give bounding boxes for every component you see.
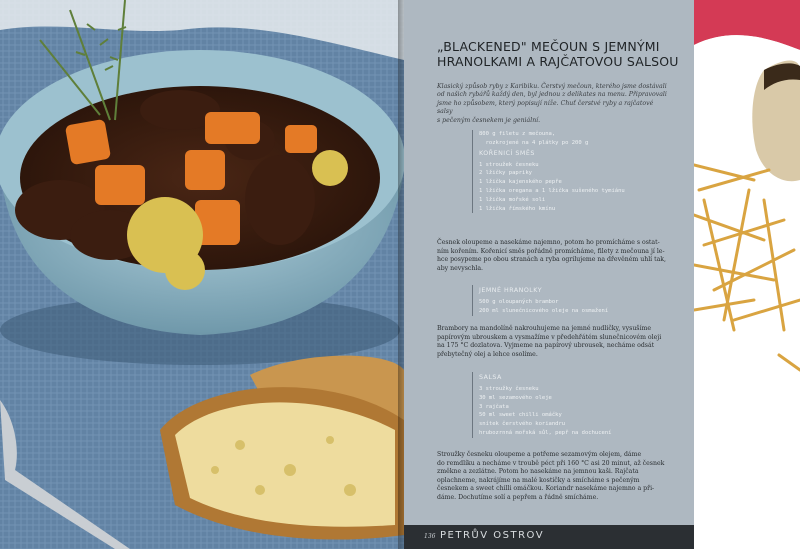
paragraph-line: na 175 °C dozlatova. Vyjmeme na papírový ubrousek, necháme odsát xyxy=(437,342,655,350)
paragraph-line: papírovým ubrouskem a vysmažíme v předehřátém slunečnicovém oleji xyxy=(437,333,662,341)
recipe-page xyxy=(404,0,694,549)
salsa-heading: SALSA xyxy=(479,374,502,381)
page-number: 136 xyxy=(424,533,436,540)
book-title: PETRŮV OSTROV xyxy=(440,530,545,541)
ingredient-line: 30 ml sezamového oleje xyxy=(479,394,552,401)
paragraph-line: ním kořením. Kořenicí směs pořádně promícháme, filety z mečouna jí le- xyxy=(437,247,665,255)
paragraph-line: oplachneme, nakrájíme na malé kostičky a smícháme s pečeným xyxy=(437,476,640,484)
ingredient-line: 50 ml sweet chilli omáčky xyxy=(479,412,562,419)
ingredient-line: 1 stroužek česneku xyxy=(479,161,539,168)
intro-line: od našich rybářů každý den, byl jednou z delikates na menu. Připravovali xyxy=(437,91,667,99)
paragraph-line: přebytečný olej a lehce osolíme. xyxy=(437,350,538,358)
intro-text xyxy=(437,83,667,125)
salsa-instructions xyxy=(437,451,673,503)
paragraph-line: aby nevyschla. xyxy=(437,264,484,272)
right-photo-page xyxy=(694,0,800,549)
ingredient-line: 1 lžička kajenského pepře xyxy=(479,179,562,186)
paragraph-line: hce posypeme po obou stranách a ryba ogrilujeme na dřevěném uhlí tak, xyxy=(437,256,667,264)
paragraph-line: Česnek oloupeme a nasekáme najemno, potom ho promícháme s ostat- xyxy=(437,239,660,246)
salsa-ingredients xyxy=(472,372,611,438)
intro-line: jsme ho způsobem, který popisují níže. Chuť čerstvé ryby a rajčatové salsy xyxy=(437,99,654,116)
paragraph-line: dáme. Dochutíme solí a pepřem a řádně smícháme. xyxy=(437,493,599,501)
ingredient-line: 3 rajčata xyxy=(479,403,509,410)
ingredient-line: 500 g oloupaných brambor xyxy=(479,299,559,305)
intro-line: Klasický způsob ryby z Karibiku. Čerstvý mečoun, kterého jsme dostávali xyxy=(437,83,667,90)
title-line-2: HRANOLKAMI A RAJČATOVOU SALSOU xyxy=(437,53,679,69)
fries-ingredients xyxy=(472,285,608,316)
fish-ingredients xyxy=(472,130,625,213)
ingredient-line: 1 lžička oregana a 1 lžička sušeného tymiánu xyxy=(479,187,625,194)
ingredient-line: 2 lžičky papriky xyxy=(479,170,532,177)
title-line-1: „BLACKENED" MEČOUN S JEMNÝMI xyxy=(437,39,660,54)
page-footer xyxy=(404,525,694,549)
spice-heading: KOŘENICÍ SMĚS xyxy=(479,149,535,157)
ingredient-line: 1 lžička mořské soli xyxy=(479,196,546,203)
paragraph-line: Stroužky česneku oloupeme a potřeme sezamovým olejem, dáme xyxy=(437,451,642,458)
intro-line: s pečeným česnekem je geniální. xyxy=(437,116,541,124)
paragraph-line: změkne a zezlátne. Potom ho nasekáme na jemnou kaši. Rajčata xyxy=(437,468,639,476)
ingredient-line: 200 ml slunečnicového oleje na osmažení xyxy=(479,307,609,314)
ingredient-line: 800 g filetu z mečouna, xyxy=(479,131,556,137)
fish-fries-photo xyxy=(694,0,800,549)
ingredient-line: snítek čerstvého koriandru xyxy=(479,421,566,428)
recipe-title xyxy=(437,40,687,69)
paragraph-line: do remdlíku a necháme v troubě péct při 160 °C asi 20 minut, až česnek xyxy=(437,459,665,467)
fries-instructions xyxy=(437,325,673,359)
paragraph-line: česnekem a sweet chilli omáčkou. Koriandr nasekáme najemno a při- xyxy=(437,485,655,493)
paragraph-line: Brambory na mandolíně nakrouhujeme na jemné nudličky, vysušíme xyxy=(437,325,651,332)
fries-heading: JEMNÉ HRANOLKY xyxy=(479,287,543,294)
spice-instructions xyxy=(437,239,673,273)
ingredient-line: hrubozrnná mořská sůl, pepř na dochucení xyxy=(479,429,612,436)
ingredient-line: 3 stroužky česneku xyxy=(479,386,539,392)
ingredient-line: rozkrojené na 4 plátky po 200 g xyxy=(479,139,589,146)
ingredient-line: 1 lžička římského kmínu xyxy=(479,205,556,212)
